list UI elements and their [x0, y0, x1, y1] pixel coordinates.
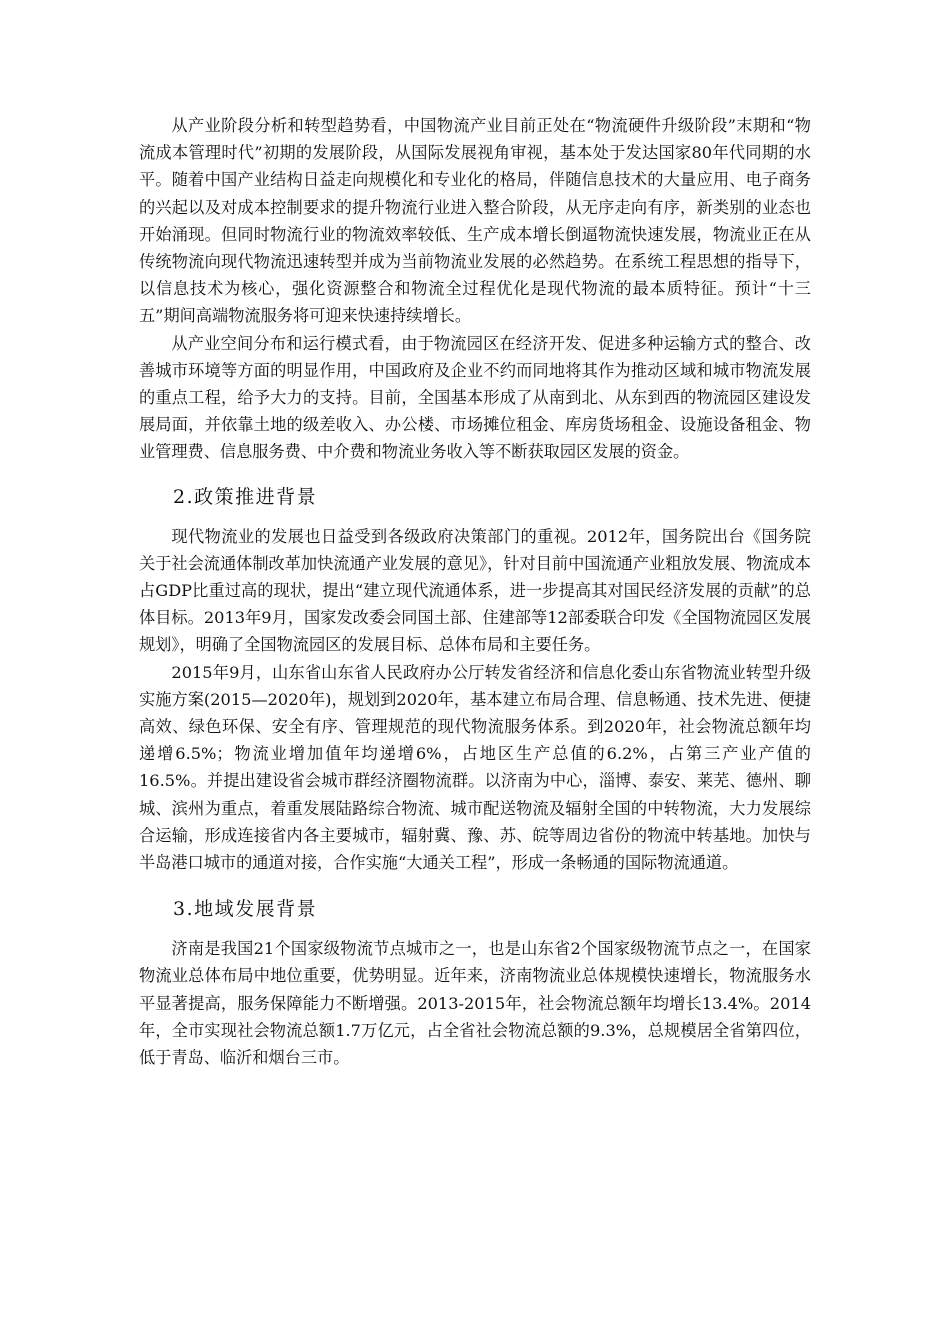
paragraph-policy-national: 现代物流业的发展也日益受到各级政府决策部门的重视。2012年，国务院出台《国务院关于社会流通体制改革加快流通产业发展的意见》，针对目前中国流通产业粗放发展、物流成本占GDP比重过高的现状，提出“建立现代流通体系，进一步提高其对国民经济发展的贡献”的总体目标。2013年9月，国家发改委会同国土部、住建部等12部委联合印发《全国物流园区发展规划》，明确了全国物流园区的发展目标、总体布局和主要任务。 [139, 526, 811, 655]
document-page [139, 112, 811, 1071]
section-heading-regional: 3.地域发展背景 [173, 898, 318, 921]
paragraph-industry-stage: 从产业阶段分析和转型趋势看，中国物流产业目前正处在“物流硬件升级阶段”末期和“物流成本管理时代”初期的发展阶段，从国际发展视角审视，基本处于发达国家80年代同期的水平。随着中国产业结构日益走向规模化和专业化的格局，伴随信息技术的大量应用、电子商务的兴起以及对成本控制要求的提升物流行业进入整合阶段，从无序走向有序，新类别的业态也开始涌现。但同时物流行业的物流效率较低、生产成本增长倒逼物流快速发展，物流业正在从传统物流向现代物流迅速转型并成为当前物流业发展的必然趋势。在系统工程思想的指导下，以信息技术为核心，强化资源整合和物流全过程优化是现代物流的最本质特征。预计“十三五”期间高端物流服务将可迎来快速持续增长。 [139, 116, 811, 326]
paragraph-policy-shandong: 2015年9月，山东省山东省人民政府办公厅转发省经济和信息化委山东省物流业转型升级实施方案(2015—2020年)，规划到2020年，基本建立布局合理、信息畅通、技术先进、便捷高效、绿色环保、安全有序、管理规范的现代物流服务体系。到2020年，社会物流总额年均递增6.5%；物流业增加值年均递增6%，占地区生产总值的6.2%，占第三产业产值的16.5%。并提出建设省会城市群经济圈物流群。以济南为中心，淄博、泰安、莱芜、德州、聊城、滨州为重点，着重发展陆路综合物流、城市配送物流及辐射全国的中转物流，大力发展综合运输，形成连接省内各主要城市，辐射冀、豫、苏、皖等周边省份的物流中转基地。加快与半岛港口城市的通道对接，合作实施“大通关工程”，形成一条畅通的国际物流通道。 [139, 662, 811, 873]
paragraph-spatial-distribution: 从产业空间分布和运行模式看，由于物流园区在经济开发、促进多种运输方式的整合、改善城市环境等方面的明显作用，中国政府及企业不约而同地将其作为推动区域和城市物流发展的重点工程，给予大力的支持。目前，全国基本形成了从南到北、从东到西的物流园区建设发展局面，并依靠土地的级差收入、办公楼、市场摊位租金、库房货场租金、设施设备租金、物业管理费、信息服务费、中介费和物流业务收入等不断获取园区发展的资金。 [139, 333, 811, 462]
paragraph-regional-jinan: 济南是我国21个国家级物流节点城市之一，也是山东省2个国家级物流节点之一，在国家物流业总体布局中地位重要，优势明显。近年来，济南物流业总体规模快速增长，物流服务水平显著提高，服务保障能力不断增强。2013-2015年，社会物流总额年均增长13.4%。2014年，全市实现社会物流总额1.7万亿元，占全省社会物流总额的9.3%，总规模居全省第四位，低于青岛、临沂和烟台三市。 [139, 939, 811, 1068]
section-heading-policy: 2.政策推进背景 [173, 485, 318, 508]
